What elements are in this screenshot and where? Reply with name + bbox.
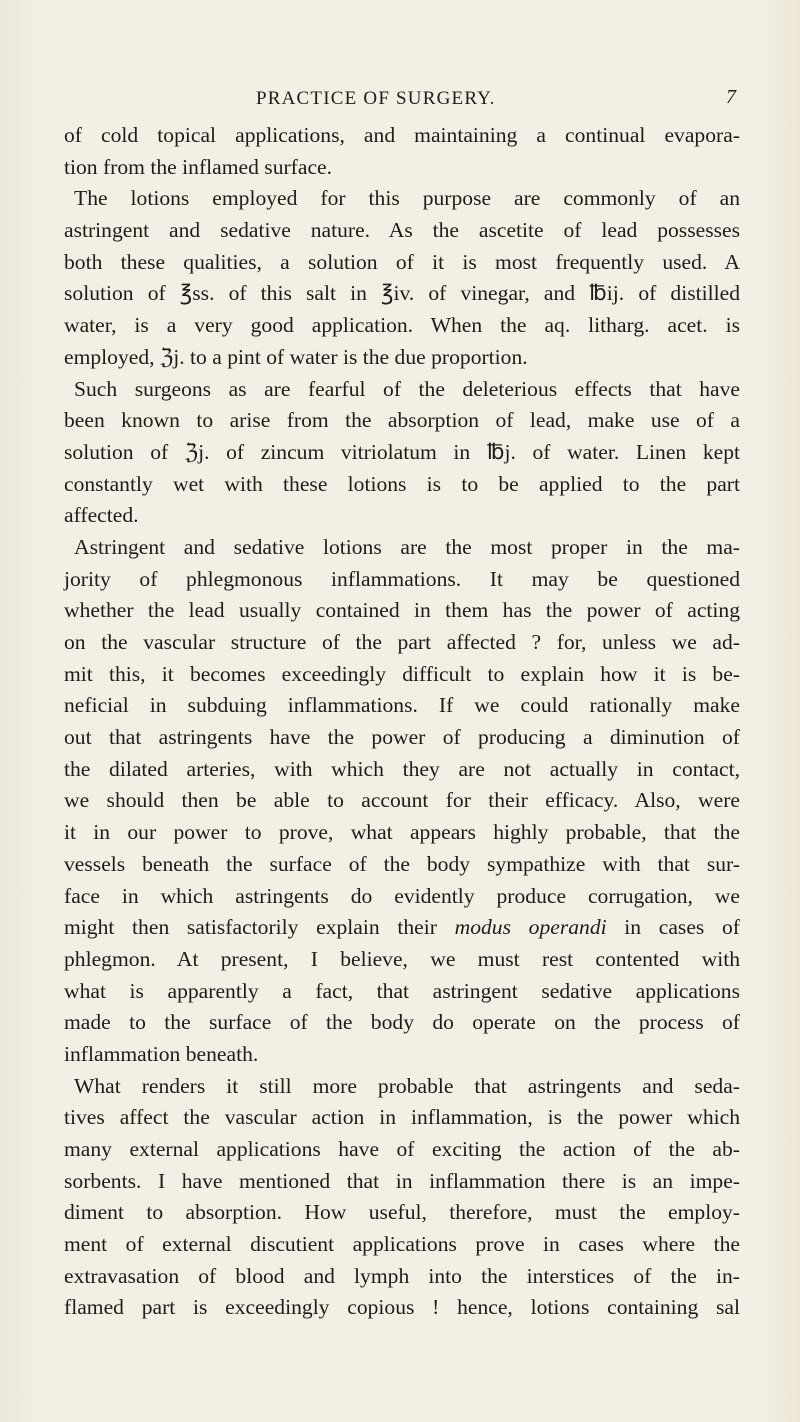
text-line: been known to arise from the absorption of lead, make use of a — [64, 408, 740, 433]
page-number: 7 — [726, 86, 736, 108]
text-line: astringent and sedative nature. As the ascetite of lead possesses — [64, 218, 740, 243]
text-line: tion from the inflamed surface. — [64, 154, 333, 179]
text-line: solution of ℨj. of zincum vitriolatum in ℔j. of water. Linen kept — [64, 439, 740, 464]
text-line: made to the surface of the body do operate on the process of — [64, 1010, 740, 1035]
text-line: what is apparently a fact, that astringent sedative applications — [64, 978, 740, 1003]
running-head — [0, 88, 800, 112]
text-line: many external applications have of exciting the action of the ab- — [64, 1137, 740, 1161]
italic-phrase: modus operandi — [454, 915, 607, 940]
text-line: we should then be able to account for their efficacy. Also, were — [64, 788, 740, 813]
text-line: whether the lead usually contained in them has the power of acting — [64, 598, 740, 623]
text-line: jority of phlegmonous inflammations. It may be questioned — [64, 566, 740, 591]
text-line: might then satisfactorily explain their modus operandi in cases of — [64, 915, 740, 940]
text-line: Such surgeons as are fearful of the deleterious effects that have — [74, 376, 740, 401]
text-line: solution of ℥ss. of this salt in ℥iv. of vinegar, and ℔ij. of distilled — [64, 281, 740, 306]
text-line: water, is a very good application. When the aq. litharg. acet. is — [64, 313, 740, 338]
text-line: tives affect the vascular action in inflammation, is the power which — [64, 1105, 740, 1130]
text-line: on the vascular structure of the part affected ? for, unless we ad- — [64, 630, 740, 654]
text-line: phlegmon. At present, I believe, we must rest contented with — [64, 946, 740, 971]
text-line: Astringent and sedative lotions are the most proper in the ma- — [74, 534, 740, 559]
text-line: What renders it still more probable that astringents and seda- — [74, 1073, 740, 1098]
text-line: out that astringents have the power of producing a diminution of — [64, 725, 740, 750]
text-line: diment to absorption. How useful, therefore, must the employ- — [64, 1200, 740, 1225]
text-line: ment of external discutient applications prove in cases where the — [64, 1232, 740, 1257]
body-text — [64, 120, 740, 1324]
text-line: face in which astringents do evidently produce corrugation, we — [64, 883, 740, 908]
running-title: PRACTICE OF SURGERY. — [256, 88, 496, 109]
text-line: the dilated arteries, with which they are not actually in contact, — [64, 756, 740, 781]
text-line: neficial in subduing inflammations. If we could rationally make — [64, 693, 740, 718]
text-line: affected. — [64, 503, 139, 528]
text-line: extravasation of blood and lymph into the interstices of the in- — [64, 1263, 740, 1288]
text-line: it in our power to prove, what appears highly probable, that the — [64, 820, 740, 845]
text-line: mit this, it becomes exceedingly difficult to explain how it is be- — [64, 661, 740, 686]
text-line: sorbents. I have mentioned that in inflammation there is an impe- — [64, 1168, 740, 1193]
text-line: The lotions employed for this purpose are commonly of an — [74, 186, 740, 211]
text-line: of cold topical applications, and maintaining a continual evapora- — [64, 123, 740, 147]
text-line: both these qualities, a solution of it is most frequently used. A — [64, 249, 740, 274]
text-line: inflammation beneath. — [64, 1041, 259, 1066]
text-line: flamed part is exceedingly copious ! hence, lotions containing sal — [64, 1295, 740, 1320]
text-line: constantly wet with these lotions is to be applied to the part — [64, 471, 740, 496]
text-line: vessels beneath the surface of the body sympathize with that sur- — [64, 851, 740, 876]
text-line: employed, ℨj. to a pint of water is the due proportion. — [64, 344, 528, 369]
